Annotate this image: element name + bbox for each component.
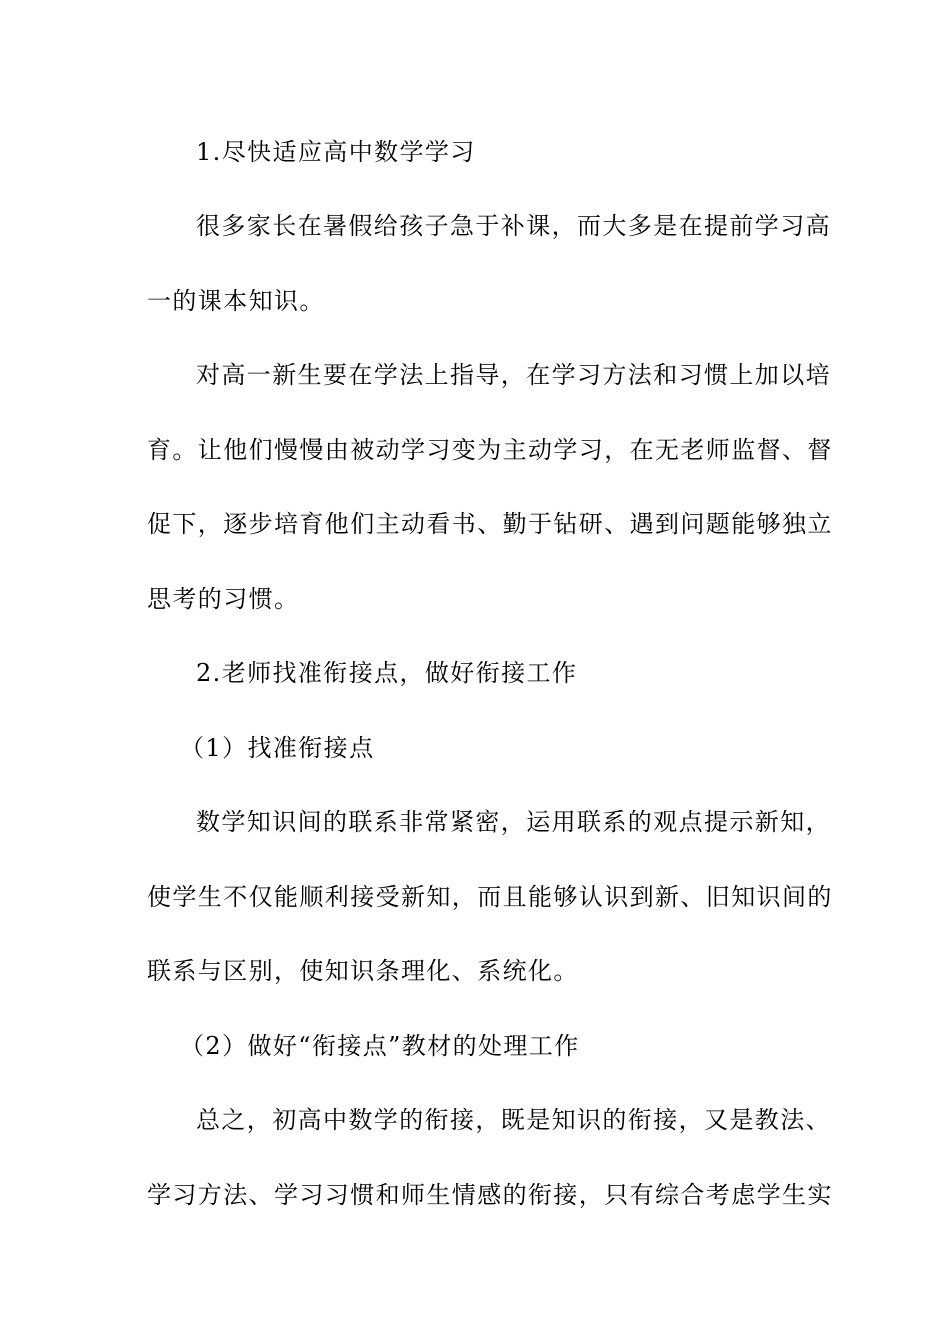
paragraph-line: 学习方法、学习习惯和师生情感的衔接，只有综合考虑学生实 (147, 1181, 833, 1209)
subheading-1: （1）找准衔接点 (180, 734, 375, 762)
paragraph-line: 联系与区别，使知识条理化、系统化。 (147, 957, 579, 985)
paragraph-line: 对高一新生要在学法上指导，在学习方法和习惯上加以培 (196, 361, 831, 389)
heading-1: 1.尽快适应高中数学学习 (196, 138, 476, 166)
paragraph-line: 一的课本知识。 (147, 287, 325, 315)
paragraph-line: 使学生不仅能顺利接受新知，而且能够认识到新、旧知识间的 (147, 883, 833, 911)
paragraph-line: 很多家长在暑假给孩子急于补课，而大多是在提前学习高 (196, 212, 831, 240)
heading-2: 2.老师找准衔接点，做好衔接工作 (196, 659, 578, 687)
paragraph-line: 数学知识间的联系非常紧密，运用联系的观点提示新知， (196, 808, 831, 836)
paragraph-line: 总之，初高中数学的衔接，既是知识的衔接，又是教法、 (196, 1106, 831, 1134)
paragraph-line: 促下，逐步培育他们主动看书、勤于钻研、遇到问题能够独立 (147, 510, 833, 538)
paragraph-line: 育。让他们慢慢由被动学习变为主动学习，在无老师监督、督 (147, 436, 833, 464)
paragraph-line: 思考的习惯。 (147, 585, 300, 613)
subheading-2: （2）做好“衔接点”教材的处理工作 (180, 1032, 580, 1060)
